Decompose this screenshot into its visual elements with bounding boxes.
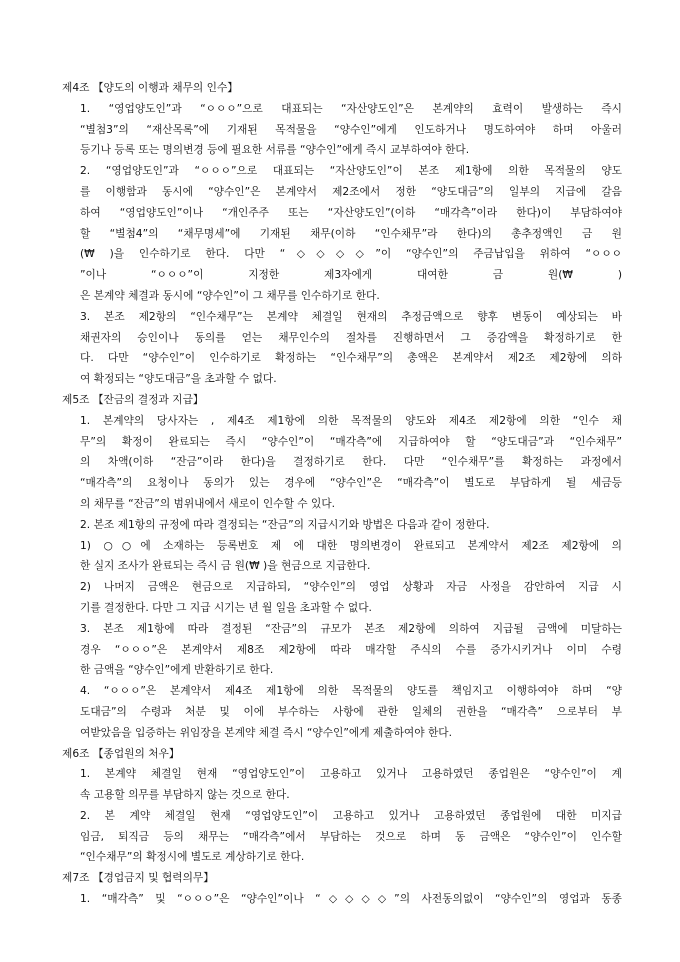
clause-line: 속 고용할 의무를 부담하지 않는 것으로 한다. — [80, 788, 290, 802]
clause-line: 3. 본조 제1항에 따라 결정된 “잔금”의 규모가 본조 제2항에 의하여 지급될 금액에 미달하는 — [80, 621, 622, 635]
article-heading: 제5조 【잔금의 결정과 지급】 — [62, 392, 204, 406]
clause-line: 무”의 확정이 완료되는 즉시 “양수인”이 “매각측”에 지급하여야 할 “양도대금”과 “인수채무” — [80, 434, 622, 448]
clause-line: 1. “영업양도인”과 “ㅇㅇㅇ”으로 대표되는 “자산양도인”은 본계약의 효력이 발생하는 즉시 — [80, 101, 622, 115]
clause-line: 4. “ㅇㅇㅇ”은 본계약서 제4조 제1항에 의한 목적물의 양도를 책임지고 이행하여야 하며 “양 — [80, 684, 622, 698]
clause-line: 기를 결정한다. 다만 그 지급 시기는 년 월 일을 초과할 수 없다. — [80, 600, 372, 614]
clause-line: 할 “별첨4”의 “채무명세”에 기재된 채무(이하 “인수채무”라 한다)의 총추정액인 금 원 — [80, 226, 622, 240]
article-heading: 제7조 【경업금지 및 협력의무】 — [62, 871, 214, 885]
clause-line: 2. 본조 제1항의 규정에 따라 결정되는 “잔금”의 지급시기와 방법은 다음과 같이 정한다. — [80, 517, 490, 531]
clause-line: 1) ○○에 소재하는 등록번호 제 에 대한 명의변경이 완료되고 본계약서 제2조 제2항에 의 — [80, 538, 622, 552]
clause-line: “인수채무”의 확정시에 별도로 계상하기로 한다. — [80, 850, 305, 864]
clause-line: 다. 다만 “양수인”이 인수하기로 확정하는 “인수채무”의 총액은 본계약서 제2조 제2항에 의하 — [80, 351, 622, 365]
clause-line: “별첨3”의 “재산목록”에 기재된 목적물을 “양수인”에게 인도하거나 명도하여야 하며 아울러 — [80, 122, 622, 136]
clause-line: 등기나 등록 또는 명의변경 등에 필요한 서류를 “양수인”에게 즉시 교부하여야 한다. — [80, 143, 470, 157]
article-heading: 제6조 【종업원의 처우】 — [62, 746, 180, 760]
clause-line: 임금, 퇴직금 등의 채무는 “매각측”에서 부담하는 것으로 하며 동 금액은 “양수인”이 인수할 — [80, 829, 622, 843]
clause-line: “매각측”의 요청이나 동의가 있는 경우에 “양수인”은 “매각측”이 별도로 부담하게 될 세금등 — [80, 476, 622, 490]
clause-line: 여받았음을 입증하는 위임장을 본계약 체결 즉시 “양수인”에게 제출하여야 한다. — [80, 725, 453, 739]
clause-line: (₩ )을 인수하기로 한다. 다만 “◇◇◇◇”이 “양수인”의 주금납입을 위하여 “ㅇㅇㅇ — [80, 247, 622, 261]
clause-line: 1. 본계약의 당사자는 , 제4조 제1항에 의한 목적물의 양도와 제4조 제2항에 의한 “인수 채 — [80, 413, 622, 427]
clause-line: 하여 “영업양도인”이나 “개인주주 또는 “자산양도인”(이하 “매각측”이라 한다)이 부담하여야 — [80, 205, 622, 219]
clause-line: 은 본계약 체결과 동시에 “양수인”이 그 채무를 인수하기로 한다. — [80, 288, 380, 302]
clause-line: 한 실지 조사가 완료되는 즉시 금 원(₩ )을 현금으로 지급한다. — [80, 559, 371, 573]
clause-line: 2. “영업양도인”과 “ㅇㅇㅇ”으로 대표되는 “자산양도인”이 본조 제1항에 의한 목적물의 양도 — [80, 164, 622, 178]
clause-line: 경우 “ㅇㅇㅇ”은 본계약서 제8조 제2항에 따라 매각할 주식의 수를 증가시키거나 이미 수령 — [80, 642, 622, 656]
clause-line: ”이나 “ㅇㅇㅇ”이 지정한 제3자에게 대여한 금 원(₩ ) — [80, 268, 622, 282]
clause-line: 2. 본 계약 체결일 현재 “영업양도인”이 고용하고 있거나 고용하였던 종업원에 대한 미지급 — [80, 808, 622, 822]
clause-line: 를 이행함과 동시에 “양수인”은 본계약서 제2조에서 정한 “양도대금”의 일부의 지급에 갈음 — [80, 184, 622, 198]
clause-line: 한 금액을 “양수인”에게 반환하기로 한다. — [80, 663, 274, 677]
clause-line: 의 채무를 “잔금”의 범위내에서 새로이 인수할 수 있다. — [80, 496, 336, 510]
clause-line: 여 확정되는 “양도대금”을 초과할 수 없다. — [80, 372, 277, 386]
clause-line: 1. “매각측” 및 “ㅇㅇㅇ”은 “양수인”이나 “◇◇◇◇”의 사전동의없이 “양수인”의 영업과 동종 — [80, 892, 622, 906]
article-heading: 제4조 【양도의 이행과 채무의 인수】 — [62, 81, 238, 94]
clause-line: 3. 본조 제2항의 “인수채무”는 본계약 체결일 현재의 추정금액으로 향후 변동이 예상되는 바 — [80, 309, 622, 323]
clause-line: 2) 나머지 금액은 현금으로 지급하되, “양수인”의 영업 상황과 자금 사정을 감안하여 지급 시 — [80, 580, 622, 594]
contract-document — [62, 78, 622, 910]
clause-line: 도대금”의 수령과 처분 및 이에 부수하는 사항에 관한 일체의 권한을 “매각측” 으로부터 부 — [80, 704, 622, 718]
clause-line: 1. 본계약 체결일 현재 “영업양도인”이 고용하고 있거나 고용하였던 종업원은 “양수인”이 계 — [80, 767, 622, 781]
clause-line: 의 차액(이하 “잔금”이라 한다)을 결정하기로 한다. 다만 “인수채무”를 확정하는 과정에서 — [80, 455, 622, 469]
clause-line: 채권자의 승인이나 동의를 얻는 채무인수의 절차를 진행하면서 그 증감액을 확정하기로 한 — [80, 330, 622, 344]
